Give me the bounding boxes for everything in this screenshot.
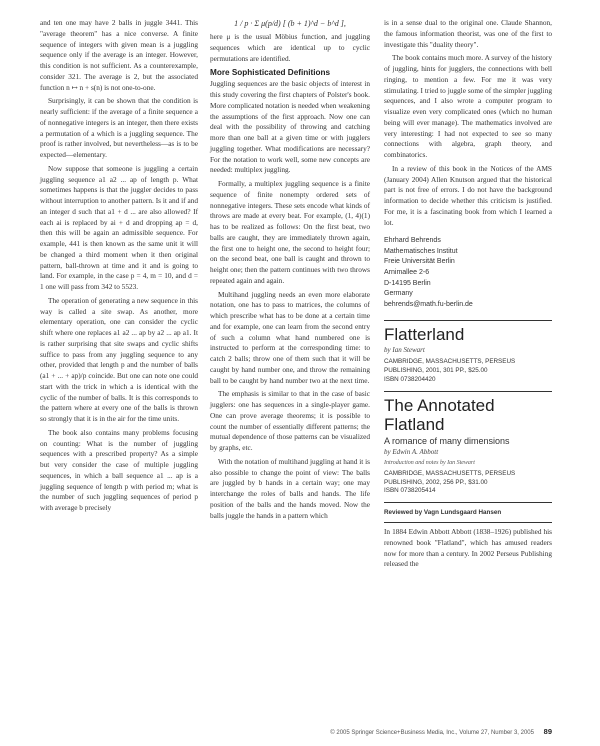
- paragraph: Surprisingly, it can be shown that the condition is nearly sufficient: if the average of a finite sequence a of nonnegative integers is an integer, then there exists a permutation of a which is a juggling sequence. The proof is rather involved, but nevertheless—as is to be expected—elementary.: [40, 96, 198, 159]
- paragraph: Juggling sequences are the basic objects of interest in this study covering the first chapters of Polster's book. More complicated notation is needed when weakening the assumptions of the first approach. Now one can deal with the possibility of throwing and catching more than one ball at a given time or with jugglers juggling together. What modifications are necessary? For the notation to work well, some new concepts are needed: multiplex juggling.: [210, 79, 370, 175]
- publication-info: ISBN 0738205414: [384, 487, 436, 495]
- publication-info: PUBLISHING, 2001, 301 PP., $25.00: [384, 367, 488, 375]
- book-intro-credit: Introduction and notes by Ian Stewart: [384, 459, 475, 466]
- divider: [384, 502, 552, 503]
- column-middle: [210, 18, 370, 524]
- paragraph: is in a sense dual to the original one. Claude Shannon, the famous information theorist, was one of the first to investigate this "duality theory".: [384, 18, 552, 49]
- address-line: Germany: [384, 290, 413, 298]
- book-author: by Ian Stewart: [384, 346, 425, 355]
- divider: [384, 522, 552, 523]
- book-author: by Edwin A. Abbott: [384, 447, 439, 456]
- paragraph: Formally, a multiplex juggling sequence is a finite sequence of finite nonempty ordered sets of nonnegative integers. These sets encode what kinds of throws are made at every beat. For example, (1, 4)(1) has to be realized as follows: On the first beat, two balls are caught, they are immediately thrown again, the first one to height one, the second to height four; on the second beat, one ball is caught and thrown to height one; then the pattern continues with two throws repeated again and again.: [210, 179, 370, 285]
- divider: [384, 320, 552, 321]
- publication-info: ISBN 0738204420: [384, 376, 436, 383]
- address-line: Mathematisches Institut: [384, 247, 458, 255]
- paragraph: In a review of this book in the Notices of the AMS (January 2004) Allen Knutson argued that the historical part is not free of errors. I do not have the background information to decide whether this criticism is justified. For me, it is a fascinating book from which I learned a lot.: [384, 163, 552, 227]
- address-line: Ehrhard Behrends: [384, 237, 441, 245]
- reviewer-address: [384, 236, 552, 310]
- address-line: Arnimallee 2-6: [384, 269, 430, 277]
- paragraph: The emphasis is similar to that in the case of basic jugglers: one has sequences in a single-player game. One can prove average theorems; it is possible to count the number of essentially different patterns; the mutual dependence of those patterns can be visualized by graphs, etc.: [210, 389, 370, 452]
- paragraph: Now suppose that someone is juggling a certain juggling sequence a1 a2 ... ap of length p. What sometimes happens is that the juggler decides to pass without interruption to another pattern. Is it and if and an integer d such that a1 + d ... are also allowed? If each ai is replaced by ai + d and dropping ap = d, then this will be again an admissible sequence. For example, 441 is then known as the same unit it will be changed a third moment when it then original pattern, ball-thrown at time and it and is going to land. For example, in the case p = 4, m = 10, and d = 1 one will pass from 342 to 5523.: [40, 163, 198, 291]
- book-title: The Annotated Flatland: [384, 395, 495, 434]
- paragraph: Multihand juggling needs an even more elaborate notation, one has to pass to matrices, the columns of which prescribe what has to be done at a certain time and for example, one can learn from the second entry of such a column what hand numbered one is instructed to perform at the corresponding time: to catch 2 balls; throw one of them such that it will be caught by hand number one, and throw the remaining ball to be caught by hand number two at the next time.: [210, 289, 370, 385]
- publication-info: CAMBRIDGE, MASSACHUSETTS, PERSEUS: [384, 469, 516, 477]
- paragraph: With the notation of multihand juggling at hand it is also possible to change the point of view: The balls are juggled by b hands in a certain way; one may interchange the roles of balls and hands. The life position of the balls and the hands moved. Now the balls juggle the hands in a pattern which: [210, 456, 370, 520]
- page-footer: [210, 727, 552, 736]
- publication-info: CAMBRIDGE, MASSACHUSETTS, PERSEUS: [384, 358, 516, 366]
- column-right: [384, 18, 552, 573]
- section-heading: More Sophisticated Definitions: [210, 68, 331, 78]
- page-number: 89: [543, 727, 552, 736]
- paragraph: and ten one may have 2 balls in juggle 3441. This "average theorem" has a nice converse. A finite sequence of integers with given mean is a juggling sequence only if the average is an integer. However, this condition is not sufficient. As a counterexample, consider 321. The average is 2, but the associated function n ↦ n + s(n) is not one-to-one.: [40, 18, 198, 92]
- reviewer-credit: Reviewed by Vagn Lundsgaard Hansen: [384, 509, 502, 517]
- divider: [384, 391, 552, 392]
- paragraph: here μ is the usual Möbius function, and juggling sequences which are identical up to cyclic permutations are identified.: [210, 32, 370, 63]
- publication-info: PUBLISHING, 2002, 256 PP., $31.00: [384, 478, 488, 486]
- address-line: Freie Universität Berlin: [384, 258, 455, 266]
- paragraph: The operation of generating a new sequence in this way is called a site swap. As another, more elementary operation, one can consider the cyclic shift where one replaces a1 a2 ... ap by a2 ... ap a1. It is rather surprising that site swaps and cyclic shifts suffice to pass from any juggling sequence to any other, provided that length p and the number of balls (a1 + ... + ap)/p coincide. But one can note one could start with the trick in which a is identical with the cyclic of the number of balls. It is this corresponds to the pattern where at every one of the balls is thrown so strongly that it is in the air for the time units.: [40, 295, 198, 423]
- address-email: behrends@math.fu-berlin.de: [384, 300, 473, 308]
- book-subtitle: A romance of many dimensions: [384, 435, 510, 446]
- paragraph: In 1884 Edwin Abbott Abbott (1838–1926) published his renowned book "Flatland", which has amused readers now for more than a century. In 2002 Perseus Publishing released the: [384, 527, 552, 569]
- column-left: [40, 18, 198, 517]
- book-title: Flatterland: [384, 325, 465, 345]
- paragraph: The book contains much more. A survey of the history of juggling, hints for jugglers, the connections with bell ringing, to mention a few. For me it was very stimulating. I tried to juggle some of the simpler juggling sequences, and I also wrote a computer program to visualize even very complicated ones (which no human being will ever manage). The mathematics involved are very interesting: I had not expected to see so many connections with algebra, graph theory, and combinatorics.: [384, 53, 552, 159]
- formula: 1 / p · Σ μ(p/d) [ (b + 1)^d − b^d ],: [234, 19, 346, 28]
- address-line: D-14195 Berlin: [384, 279, 431, 287]
- footer-copyright: © 2005 Springer Science+Business Media, Inc., Volume 27, Number 3, 2005: [330, 730, 534, 736]
- paragraph: The book also contains many problems focusing on counting: What is the number of juggling sequences with a prescribed property? As a simple but very consider the case of multiple juggling sequences, in which a ball sequence a1 ... ap is a juggling sequence of length p with period m; what is the number of such juggling sequences of period p with average b precisely: [40, 427, 198, 512]
